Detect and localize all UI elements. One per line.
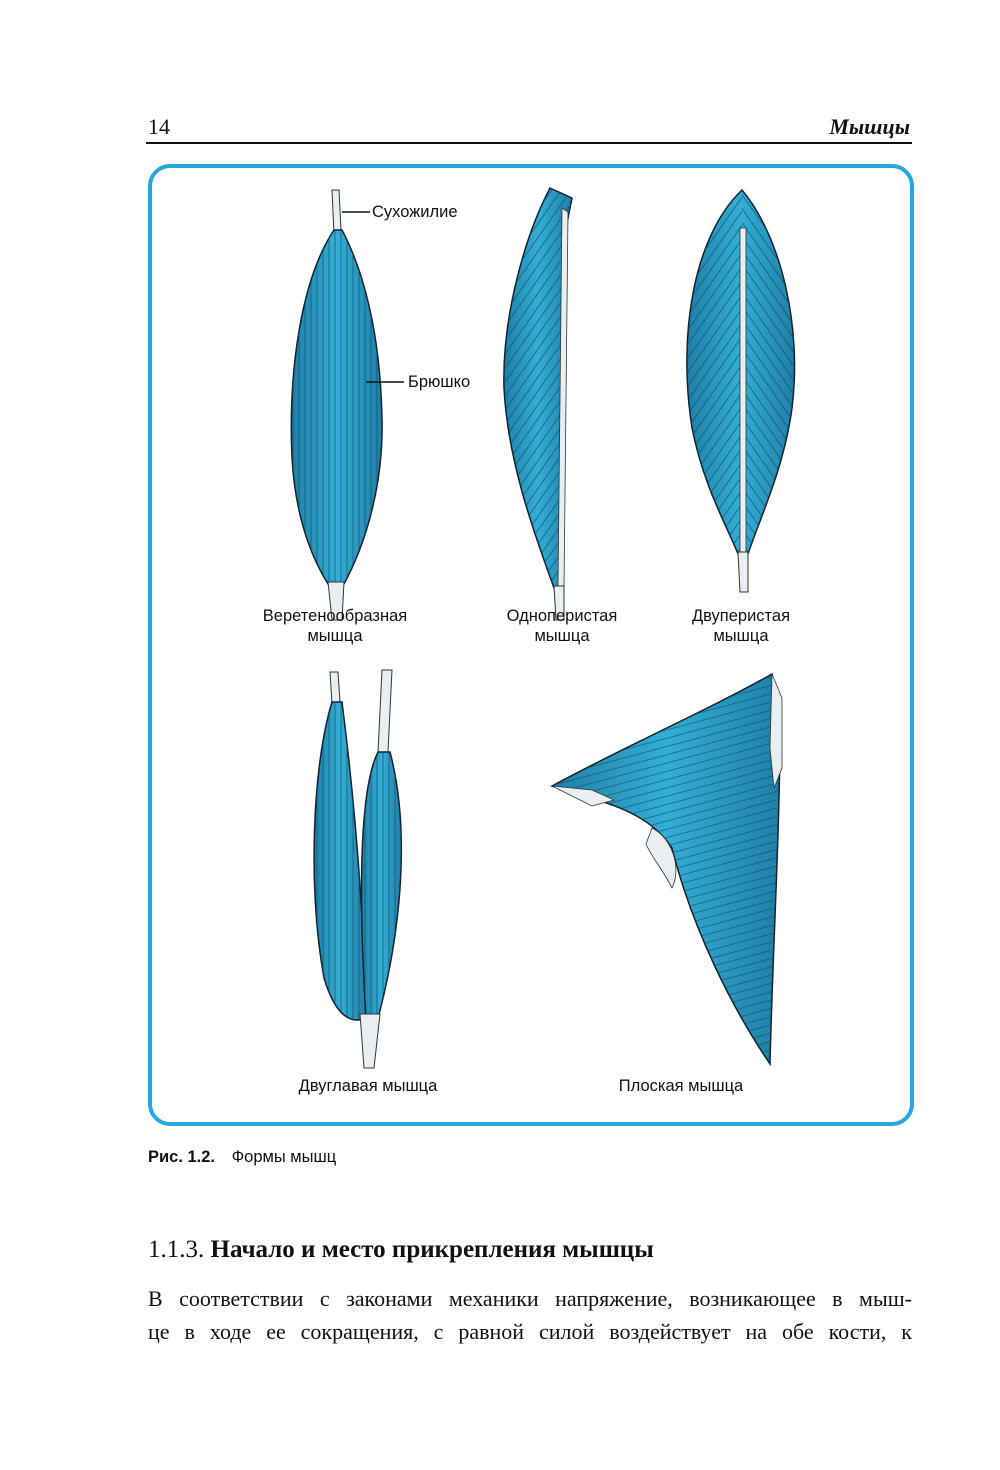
label-biceps: Двуглавая мышца <box>298 1077 438 1095</box>
caption-text: Формы мышц <box>231 1148 337 1166</box>
caption-number: Рис. 1.2. <box>148 1148 216 1166</box>
label-bipennate-line2: мышца <box>713 627 769 645</box>
label-tendon: Сухожилие <box>372 203 458 221</box>
label-belly: Брюшко <box>408 373 471 391</box>
figure-caption <box>148 1148 336 1167</box>
label-unipennate-line2: мышца <box>534 627 590 645</box>
body-line-2: це в ходе ее сокращения, с равной силой воздействует на обе кости, к <box>148 1319 912 1344</box>
label-fusiform-line1: Веретенообразная <box>262 607 408 625</box>
section-number: 1.1.3. <box>148 1236 205 1263</box>
section-title: Начало и место прикрепления мышцы <box>210 1236 654 1263</box>
flat-muscle <box>552 674 782 1064</box>
label-fusiform <box>250 606 420 646</box>
label-unipennate-line1: Одноперистая <box>506 607 618 625</box>
label-bipennate <box>676 606 806 646</box>
fusiform-muscle <box>291 190 404 620</box>
section-heading <box>148 1236 654 1264</box>
body-line-1: В соответствии с законами механики напряжение, возникающее в мыш- <box>148 1286 912 1311</box>
running-head: Мышцы <box>829 114 910 139</box>
label-flat: Плоская мышца <box>618 1077 744 1095</box>
header-rule <box>146 142 912 144</box>
figure-frame <box>148 164 914 1126</box>
page-number: 14 <box>148 114 170 139</box>
biceps-muscle <box>314 670 401 1068</box>
muscle-illustrations <box>152 168 914 1126</box>
body-paragraph <box>148 1282 912 1348</box>
label-fusiform-line2: мышца <box>307 627 363 645</box>
unipennate-muscle <box>504 188 572 620</box>
label-bipennate-line1: Двуперистая <box>691 607 791 625</box>
label-unipennate <box>492 606 632 646</box>
bipennate-muscle <box>687 190 795 592</box>
